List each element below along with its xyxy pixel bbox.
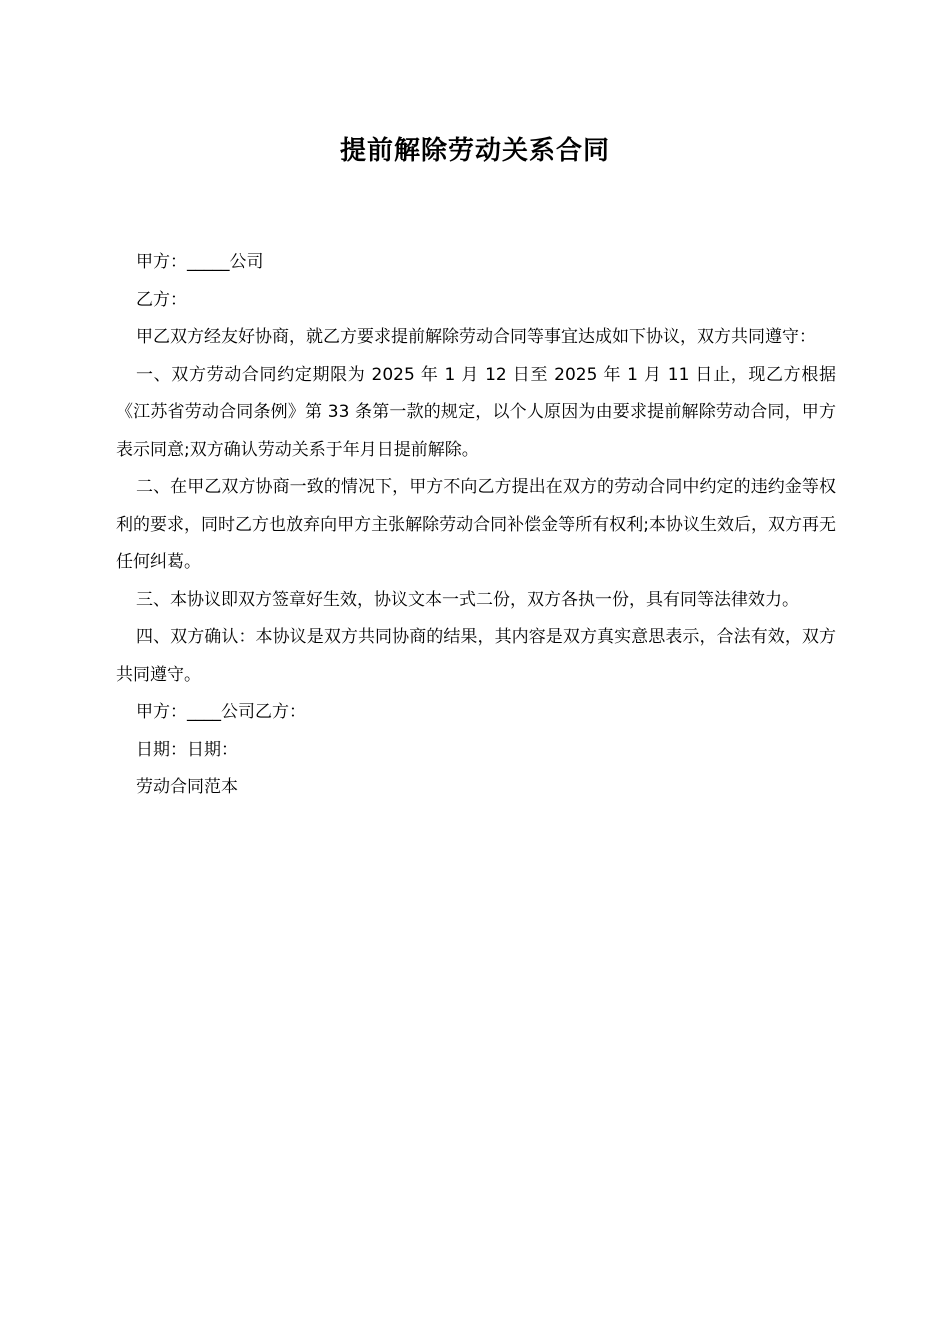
document-title: 提前解除劳动关系合同: [339, 136, 610, 166]
clause-three: 三、本协议即双方签章好生效，协议文本一式二份，双方各执一份，具有同等法律效力。: [136, 589, 799, 610]
party-b-line: 乙方：: [136, 289, 187, 310]
clause-four: 四、双方确认：本协议是双方共同协商的结果，其内容是双方真实意思表示，合法有效，双方共同遵守。: [116, 627, 836, 685]
footer-note: 劳动合同范本: [136, 777, 238, 797]
party-a-line: 甲方：_____公司: [136, 252, 264, 272]
intro-paragraph: 甲乙双方经友好协商，就乙方要求提前解除劳动合同等事宜达成如下协议，双方共同遵守：: [136, 327, 816, 347]
clause-two: 二、在甲乙双方协商一致的情况下，甲方不向乙方提出在双方的劳动合同中约定的违约金等权利的要求，同时乙方也放弃向甲方主张解除劳动合同补偿金等所有权利;本协议生效后，双方再无任何纠葛。: [116, 477, 836, 572]
date-line: 日期：日期：: [136, 739, 238, 760]
clause-one: 一、双方劳动合同约定期限为 2025 年 1 月 12 日至 2025 年 1 月 11 日止，现乙方根据《江苏省劳动合同条例》第 33 条第一款的规定，以个人原因为由要求提前解除劳动合同，甲方表示同意;双方确认劳动关系于年月日提前解除。: [116, 364, 836, 460]
document-body: [116, 244, 836, 807]
signature-line: 甲方：____公司乙方：: [136, 702, 306, 722]
